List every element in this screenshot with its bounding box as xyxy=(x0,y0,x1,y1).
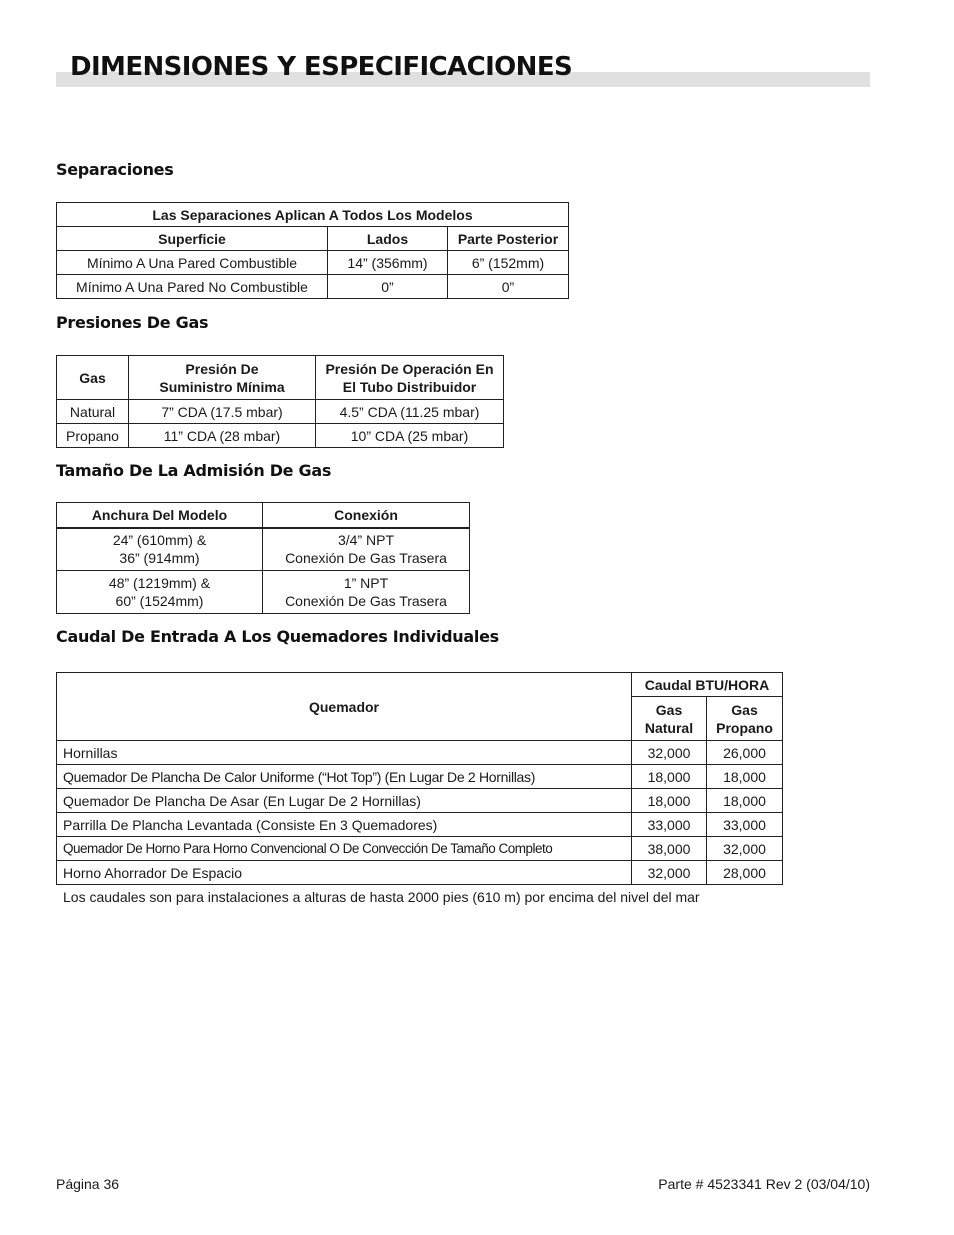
footer-page-number: Página 36 xyxy=(56,1176,120,1192)
header-gas: Gas xyxy=(57,356,129,400)
caudal-heading: Caudal De Entrada A Los Quemadores Individuales xyxy=(56,627,499,646)
cell: Natural xyxy=(57,400,129,424)
cell: 11” CDA (28 mbar) xyxy=(129,424,316,448)
admision-table xyxy=(56,502,470,614)
cell: Horno Ahorrador De Espacio xyxy=(57,861,632,885)
cell: 1” NPT Conexión De Gas Trasera xyxy=(263,571,470,614)
header-lados: Lados xyxy=(328,227,448,251)
cell: Mínimo A Una Pared Combustible xyxy=(57,251,328,275)
header-caudal: Caudal BTU/HORA xyxy=(632,673,783,697)
cell: 6” (152mm) xyxy=(448,251,569,275)
header-parte-posterior: Parte Posterior xyxy=(448,227,569,251)
cell: 14” (356mm) xyxy=(328,251,448,275)
header-anchura: Anchura Del Modelo xyxy=(57,503,263,528)
header-presion-operacion: Presión De Operación En El Tubo Distribuidor xyxy=(316,356,504,400)
table-row xyxy=(57,424,504,448)
cell: 0” xyxy=(448,275,569,299)
cell: 32,000 xyxy=(632,861,707,885)
table-row xyxy=(57,837,783,861)
cell: Hornillas xyxy=(57,741,632,765)
separaciones-table xyxy=(56,202,569,299)
table-row xyxy=(57,813,783,837)
cell: 32,000 xyxy=(632,741,707,765)
cell: 24” (610mm) & 36” (914mm) xyxy=(57,528,263,571)
cell: Quemador De Plancha De Calor Uniforme (“Hot Top”) (En Lugar De 2 Hornillas) xyxy=(57,765,632,789)
table-row xyxy=(57,741,783,765)
cell: 3/4” NPT Conexión De Gas Trasera xyxy=(263,528,470,571)
cell: 4.5” CDA (11.25 mbar) xyxy=(316,400,504,424)
cell: 26,000 xyxy=(707,741,783,765)
presiones-table xyxy=(56,355,504,448)
table-row xyxy=(57,528,470,571)
table-row xyxy=(57,275,569,299)
header-gas-natural: Gas Natural xyxy=(632,697,707,741)
cell: 28,000 xyxy=(707,861,783,885)
cell: Parrilla De Plancha Levantada (Consiste En 3 Quemadores) xyxy=(57,813,632,837)
cell: Propano xyxy=(57,424,129,448)
separaciones-heading: Separaciones xyxy=(56,160,174,179)
cell: 33,000 xyxy=(707,813,783,837)
header-presion-suministro: Presión De Suministro Mínima xyxy=(129,356,316,400)
caudal-note: Los caudales son para instalaciones a alturas de hasta 2000 pies (610 m) por encima del nivel del mar xyxy=(63,889,700,905)
cell: Quemador De Plancha De Asar (En Lugar De 2 Hornillas) xyxy=(57,789,632,813)
header-gas-propano: Gas Propano xyxy=(707,697,783,741)
header-quemador: Quemador xyxy=(57,673,632,741)
header-conexion: Conexión xyxy=(263,503,470,528)
cell: 18,000 xyxy=(632,789,707,813)
cell: 0” xyxy=(328,275,448,299)
separaciones-caption: Las Separaciones Aplican A Todos Los Modelos xyxy=(57,203,569,227)
table-row xyxy=(57,789,783,813)
cell: 18,000 xyxy=(707,765,783,789)
cell: 10” CDA (25 mbar) xyxy=(316,424,504,448)
cell: 38,000 xyxy=(632,837,707,861)
cell: Quemador De Horno Para Horno Convencional O De Convección De Tamaño Completo xyxy=(57,837,632,861)
cell: 32,000 xyxy=(707,837,783,861)
cell: 18,000 xyxy=(632,765,707,789)
table-row xyxy=(57,571,470,614)
table-row xyxy=(57,251,569,275)
table-row xyxy=(57,765,783,789)
table-row xyxy=(57,861,783,885)
header-superficie: Superficie xyxy=(57,227,328,251)
footer-part-number: Parte # 4523341 Rev 2 (03/04/10) xyxy=(658,1176,870,1192)
cell: 33,000 xyxy=(632,813,707,837)
table-row xyxy=(57,400,504,424)
presiones-heading: Presiones De Gas xyxy=(56,313,209,332)
caudal-table xyxy=(56,672,783,885)
cell: 48” (1219mm) & 60” (1524mm) xyxy=(57,571,263,614)
admision-heading: Tamaño De La Admisión De Gas xyxy=(56,461,332,480)
cell: 18,000 xyxy=(707,789,783,813)
cell: 7” CDA (17.5 mbar) xyxy=(129,400,316,424)
cell: Mínimo A Una Pared No Combustible xyxy=(57,275,328,299)
page-title: DIMENSIONES Y ESPECIFICACIONES xyxy=(70,52,573,82)
